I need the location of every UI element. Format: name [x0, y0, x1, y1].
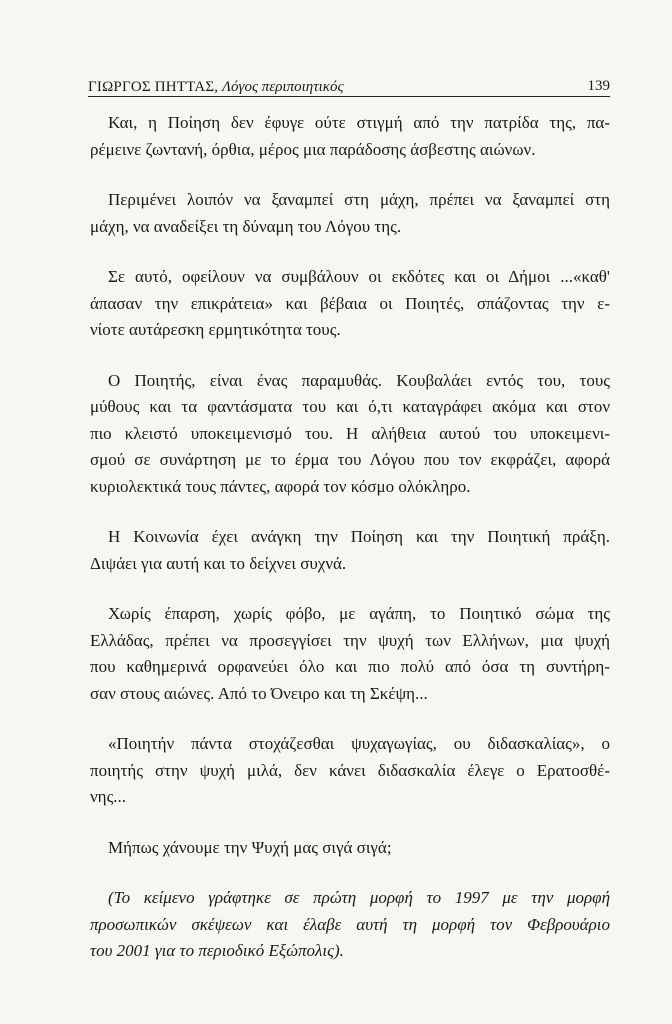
text-line: (Το κείμενο γράφτηκε σε πρώτη μορφή το 1997 με την μορφή [108, 888, 610, 907]
text-line: σαν στους αιώνες. Από το Όνειρο και τη Σκέψη... [90, 683, 428, 703]
header-author: ΓΙΩΡΓΟΣ ΠΗΤΤΑΣ, [88, 79, 219, 95]
paragraph [90, 835, 610, 862]
text-line: του 2001 για το περιοδικό Εξώπολις). [90, 941, 344, 960]
text-line: Και, η Ποίηση δεν έφυγε ούτε στιγμή από την πατρίδα της, πα- [108, 113, 610, 132]
header-left [88, 79, 344, 96]
header-title: Λόγος περιποιητικός [222, 79, 344, 95]
text-line: Διψάει για αυτή και το δείχνει συχνά. [90, 553, 347, 573]
text-line: Σε αυτό, οφείλουν να συμβάλουν οι εκδότες και οι Δήμοι ...«καθ' [108, 267, 610, 286]
text-line: Η Κοινωνία έχει ανάγκη την Ποίηση και την Ποιητική πράξη. [108, 527, 610, 546]
running-header [88, 74, 610, 97]
text-line: άπασαν την επικράτεια» και βέβαια οι Ποιητές, σπάζοντας την ε- [90, 293, 610, 313]
text-line: πιο κλειστό υποκειμενισμό του. Η αλήθεια αυτού του υποκειμενι- [90, 423, 610, 443]
paragraph [90, 731, 610, 811]
text-line: κυριολεκτικά τους πάντες, αφορά τον κόσμο ολόκληρο. [90, 476, 471, 496]
body-text [90, 110, 610, 965]
paragraph [90, 524, 610, 577]
footnote-paragraph [90, 885, 610, 965]
text-line: «Ποιητήν πάντα στοχάζεσθαι ψυχαγωγίας, ου διδασκαλίας», ο [108, 734, 610, 753]
text-line: ρέμεινε ζωντανή, όρθια, μέρος μια παράδοσης άσβεστης αιώνων. [90, 139, 536, 159]
text-line: νίοτε αυτάρεσκη ερμητικότητα τους. [90, 320, 341, 339]
paragraph [90, 264, 610, 344]
text-line: ποιητής στην ψυχή μιλά, δεν κάνει διδασκαλία έλεγε ο Ερατοσθέ- [90, 760, 610, 780]
text-line: Ο Ποιητής, είναι ένας παραμυθάς. Κουβαλάει εντός του, τους [108, 370, 610, 390]
text-line: μάχη, να αναδείξει τη δύναμη του Λόγου της. [90, 216, 402, 236]
paragraph [90, 110, 610, 163]
text-line: Περιμένει λοιπόν να ξαναμπεί στη μάχη, πρέπει να ξαναμπεί στη [108, 190, 610, 209]
text-line: που καθημερινά ορφανεύει όλο και πιο πολύ από όσα τη συντήρη- [90, 657, 610, 676]
paragraph [90, 187, 610, 240]
text-line: Μήπως χάνουμε την Ψυχή μας σιγά σιγά; [108, 837, 392, 857]
text-line: νης... [90, 787, 127, 806]
text-line: Ελλάδας, πρέπει να προσεγγίσει την ψυχή των Ελλήνων, μια ψυχή [90, 630, 610, 650]
text-line: Χωρίς έπαρση, χωρίς φόβο, με αγάπη, το Ποιητικό σώμα της [108, 604, 610, 623]
paragraph [90, 368, 610, 501]
page-number: 139 [587, 78, 610, 94]
paragraph [90, 601, 610, 707]
text-line: σμού σε συνάρτηση με το έρμα του Λόγου που τον εκφράζει, αφορά [90, 450, 610, 469]
text-line: προσωπικών σκέψεων και έλαβε αυτή τη μορφή τον Φεβρουάριο [90, 914, 610, 934]
text-line: μύθους και τα φαντάσματα του και ό,τι καταγράφει ακόμα και στον [90, 397, 610, 416]
